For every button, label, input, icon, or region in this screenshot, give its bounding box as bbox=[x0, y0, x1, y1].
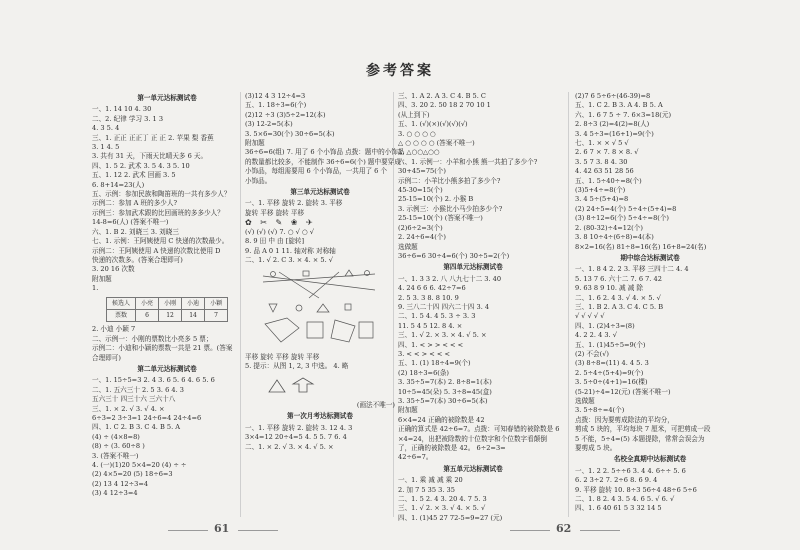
answer-line: 五、1. (1) 18÷4=9(个) bbox=[398, 359, 471, 368]
answer-line: 2. 8÷3 (2)=4(2)=8(人) bbox=[575, 120, 650, 129]
answer-line: 三、1. √ 2. × 3. × 4. √ 5. × bbox=[398, 331, 487, 340]
answer-line: (3) 12-2=5(本) bbox=[245, 120, 293, 129]
page-decoration bbox=[168, 530, 208, 531]
answer-line: 示例二：参加 A 班的多少人? bbox=[92, 199, 178, 208]
answer-line: 3×4=12 20÷4=5 4. 5 5. 7 6. 4 bbox=[245, 433, 347, 442]
answer-line: 一、1. 8 4 2. 2 3. 平移 三四十二 4. 4 bbox=[575, 265, 689, 274]
answer-line: 三、1. × 2. √ 3. √ 4. × bbox=[92, 404, 165, 413]
answer-line: (2) 13 4 12÷3=4 bbox=[92, 479, 149, 488]
answer-line: 快递的次数多。(答案合理即可) bbox=[92, 255, 183, 264]
answer-line: (3)5+4÷=8(个) bbox=[575, 186, 626, 195]
answer-line: (2) 4×5=20 (5) 18÷6=3 bbox=[92, 470, 173, 479]
answer-line: 选做题 bbox=[575, 397, 595, 405]
answer-column-3 bbox=[398, 92, 560, 522]
table-cell: 小颖 bbox=[205, 297, 228, 309]
answer-line: 剪成 5 块的，平均每块 7 厘米，可把剪成一段 bbox=[575, 425, 711, 434]
answer-line: 2. 小迪 小颖 7 bbox=[92, 325, 136, 334]
answer-line: 3. 5 7 3. 8 4. 30 bbox=[575, 157, 628, 166]
answer-line: (3) 8÷12=6(个) 5÷4÷=8(个) bbox=[575, 214, 669, 223]
answer-line: 一、1. 乘 减 减 乘 20 bbox=[398, 476, 463, 485]
answer-line: 3. 共有 31 天，下雨天比晴天多 6 天。 bbox=[92, 152, 208, 161]
answer-line: 正确的算式是 42÷6=7。点拨：可知春错的被除数是 6 bbox=[398, 425, 560, 434]
answer-line: 3. < < > < < < bbox=[398, 349, 451, 358]
answer-line: 七、1. 示例：王阿姨使用 C 快递的次数最少。 bbox=[92, 237, 229, 246]
answer-line: 3. 5÷0÷(4+1)=16(棵) bbox=[575, 378, 648, 387]
answer-lines bbox=[575, 265, 725, 397]
answer-line: (3)12 4 3 12÷4=3 bbox=[245, 92, 306, 100]
answer-line: 2. 加 7 5 35 3. 35 bbox=[398, 485, 455, 494]
shapes-figure bbox=[265, 376, 365, 394]
answer-line: 3. 20 16 次数 bbox=[92, 265, 135, 274]
answer-lines bbox=[245, 92, 405, 186]
page-decoration bbox=[238, 530, 278, 531]
answer-line: 2. (80-32)÷4=12(个) bbox=[575, 223, 643, 232]
answer-line: 6. 2 3÷2 7. 2÷6 8. 6 9. 4 bbox=[575, 476, 658, 485]
answer-line: 四、1. 6 40 61 5 3 32 14 5 bbox=[575, 504, 662, 513]
answer-line: 二、1. 5 4. 4 5. 3 ÷ 3. 3 bbox=[398, 312, 476, 321]
answer-line: 要剪成 5 块。 bbox=[575, 444, 617, 453]
answer-line: 45-30=15(个) bbox=[398, 186, 443, 195]
answer-line: 三、1. 正正 正正丁 正 正 2. 苹果 梨 香蕉 bbox=[92, 133, 214, 142]
answer-lines bbox=[398, 476, 548, 523]
answer-column-2 bbox=[245, 92, 405, 517]
answer-line: 三、1. B 2. A 3. C 4. C 5. B bbox=[575, 302, 664, 311]
answer-line: 3. 5×6=30(个) 30÷6=5(本) bbox=[245, 129, 335, 138]
answer-lines bbox=[398, 233, 548, 261]
answer-line: 4. 2 2. 4 3. √ bbox=[575, 331, 617, 340]
answer-lines bbox=[92, 325, 242, 363]
answer-line: 附加题 bbox=[398, 406, 418, 415]
answer-line: 四、1. C 2. B 3. C 4. B 5. A bbox=[92, 423, 181, 432]
answer-line: (2) 18÷3=6(条) bbox=[398, 368, 450, 377]
answer-line: 示例二：小羊比小熊多拍了多少个? bbox=[398, 176, 501, 185]
answer-line: (8) ÷ (3. 60÷8 ) bbox=[92, 442, 145, 451]
answer-line: 四、1. (2)4÷3=(8) bbox=[575, 321, 635, 330]
table-cell: 候选人 bbox=[107, 297, 136, 309]
answer-line: (2)6÷2=3(个) bbox=[398, 223, 443, 232]
table-cell: 小亮 bbox=[136, 297, 159, 309]
answer-line: 旋转 平移 旋转 平移 bbox=[245, 208, 305, 217]
answer-line: 一、1. 15÷5=3 2. 4 3. 6 5. 6 4. 6 5. 6 bbox=[92, 376, 215, 385]
table-cell: 12 bbox=[159, 309, 182, 321]
answer-lines bbox=[575, 397, 725, 453]
answer-line: 一、1. 平移 旋转 2. 旋转 3. 平移 bbox=[245, 199, 343, 208]
answer-line: 示例二：王阿姨使用 A 快递的次数比使用 D bbox=[92, 246, 221, 255]
answer-line: 三、1. √ 2. × 3. √ 4. × 5. √ bbox=[398, 504, 486, 513]
answer-line: ×4=24，出把被除数的十位数字和个位数字看颠倒 bbox=[398, 434, 547, 443]
answer-lines bbox=[245, 228, 395, 266]
symbol-row: ✿ ✂ ✎ ❀ ✈ bbox=[245, 218, 316, 228]
answer-column-4 bbox=[575, 92, 725, 517]
answer-line: 了，正确的被除数是 42。 6÷2=3= bbox=[398, 444, 506, 453]
answer-line: 11. 5 4 5 12. 8 4. × bbox=[398, 321, 463, 330]
answer-line: 3. 示例三：小猴比小马少拍多少个? bbox=[398, 204, 503, 213]
answer-line: 4. 42 63 51 28 56 bbox=[575, 167, 634, 176]
answer-line: 5. 提示：从图 1, 2, 3 中选。 4. 略 bbox=[245, 362, 349, 371]
answer-line: 六、1. B 2. 刘晓三 3. 刘晓三 bbox=[92, 227, 179, 236]
answer-line: 点拨：因为要剪成除法的平均分， bbox=[575, 415, 674, 424]
answer-line: √ √ √ √ √ bbox=[575, 312, 605, 321]
answer-line: (5-21)÷4=12(元) (答案不唯一) bbox=[575, 387, 671, 396]
answer-line: 9. 平移 旋转 10. 8÷3 56÷4 48÷6 5÷6 bbox=[575, 485, 697, 494]
answer-line: 二、1. 五六三十 2. 5 3. 6 4. 3 bbox=[92, 385, 184, 394]
table-cell: 票数 bbox=[107, 309, 136, 321]
answer-line: 示例二：小迪和小颖的票数一共是 21 票。(答案 bbox=[92, 344, 233, 353]
answer-line: 四、1. 5 2. 武术 3. 5 4. 3 5. 10 bbox=[92, 161, 190, 170]
answer-line: 小饰品。 bbox=[245, 176, 272, 185]
answer-line: 四、1. (1)45 27 72-5=9=27 (元) bbox=[398, 513, 503, 522]
answer-column-1 bbox=[92, 92, 242, 517]
answer-line: 合理即可) bbox=[92, 353, 121, 362]
page-number-right: 62 bbox=[556, 522, 572, 535]
answer-line: 8×2=16(名) 81÷8=16(名) 16+8=24(名) bbox=[575, 242, 707, 251]
answer-lines bbox=[398, 275, 548, 407]
answer-line: (2) 24÷5=4(个) 5÷4÷(5+4)=8 bbox=[575, 204, 677, 213]
answer-line: 6÷3=2 3÷3=1 24÷6=4 24÷4=6 bbox=[92, 414, 202, 422]
answer-line: 二、1. 8 2. 4 3. 5 4. 6 5. √ 6. √ bbox=[575, 495, 675, 504]
answer-line: 平移 旋转 平移 旋转 平移 bbox=[245, 352, 320, 361]
addon-heading: 附加题 bbox=[92, 274, 112, 283]
section-heading: 第三单元达标测试卷 bbox=[290, 188, 350, 197]
answer-line: 二、1. 5 2. 4 3. 20 4. 7 5. 3 bbox=[398, 495, 487, 504]
answer-line: 6×4=24 正确的被除数是 42 bbox=[398, 415, 485, 424]
answer-line: 3. 8 10÷4÷(6÷8)=4(本) bbox=[575, 233, 654, 242]
answer-line: 9. 63 8 9 10. 减 减 除 bbox=[575, 284, 644, 293]
answer-line: 一、1. 3 3 2. 八 八九七十二 3. 40 bbox=[398, 274, 502, 283]
answer-line: 五、1. (1)45÷5=9(个) bbox=[575, 340, 646, 349]
answer-line: 六、1. 6 7 5 ÷ 7. 6×3=18(元) bbox=[575, 110, 672, 119]
answer-line: 4. (一)(1)20 5×4=20 (4) ÷ ÷ bbox=[92, 461, 187, 470]
answer-line: 2. △○○△○○ bbox=[398, 148, 440, 157]
answer-line: 30+45=75(个) bbox=[398, 167, 446, 176]
answer-line: 小饰品，每组需要用 6 个小饰品，一共用了 6 个 bbox=[245, 167, 388, 176]
answer-line: 一、1. 14 10 4. 30 bbox=[92, 105, 152, 114]
section-heading: 名校全真期中达标测试卷 bbox=[613, 455, 687, 464]
section-heading: 第五单元达标测试卷 bbox=[443, 464, 503, 473]
answer-line: 5 不能，5÷4=(5) 本题提除，常常会误会为 bbox=[575, 434, 705, 443]
answer-line: 2. 6 7 × 7. 8 × 8. √ bbox=[575, 148, 639, 157]
page-decoration bbox=[580, 530, 620, 531]
answer-lines bbox=[245, 353, 395, 372]
answer-line: 3. 35÷5=7(本) 30÷6=5(本) bbox=[398, 397, 488, 405]
answer-line: 3. ○ ○ ○ ○ bbox=[398, 129, 436, 138]
table-row bbox=[107, 297, 228, 309]
answer-line: △ ○ ○ ○ ○ (答案不唯一) bbox=[398, 139, 475, 148]
answer-lines bbox=[575, 467, 725, 514]
table-cell: 小迪 bbox=[182, 297, 205, 309]
page-title: 参考答案 bbox=[366, 63, 434, 79]
answer-line: 示例三：参加武术跟的比回画班的多多少人？ bbox=[92, 208, 224, 217]
answer-line: (3) 4 12÷3=4 bbox=[92, 489, 138, 498]
table-cell: 7 bbox=[205, 309, 228, 321]
answer-line: (从上到下) bbox=[398, 110, 430, 119]
answer-line: 42÷6=7。 bbox=[398, 453, 433, 462]
answer-line: 9. 品 A 0 1 11. 轴对称 对称轴 bbox=[245, 246, 336, 255]
answer-line: 10÷5=45(朵) 5. 3÷8=45(盒) bbox=[398, 387, 492, 396]
table-row bbox=[107, 309, 228, 321]
table-cell: 小刚 bbox=[159, 297, 182, 309]
answer-line: 2. 5÷4÷(5+4)=9(个) bbox=[575, 368, 644, 377]
answer-line: 七、1. × × √ 5 √ bbox=[575, 139, 629, 148]
answer-line: 五六三十 四三十六 三六十八 bbox=[92, 395, 176, 404]
answer-line: 3. 4 5÷3=(16+1)=9(个) bbox=[575, 129, 654, 138]
answer-lines bbox=[92, 376, 242, 498]
answer-line: 二、1. 6 2. 4 3. √ 4. × 5. √ bbox=[575, 293, 661, 302]
answer-line: 2. 5 3. 3 8. 8 10. 9 bbox=[398, 293, 459, 302]
answer-line: 4. 24 6 6 6. 42÷7=6 bbox=[398, 284, 466, 293]
answer-line: 五、示例：参加民族和陶笛班的一共有多少人？ bbox=[92, 190, 231, 199]
answer-lines bbox=[245, 199, 395, 218]
answer-line: 9. 三八二十四 四六二十四 3. 4 bbox=[398, 302, 490, 311]
answer-line: 选做题 bbox=[398, 242, 418, 251]
section-heading: 期中综合达标测试卷 bbox=[620, 253, 680, 262]
answer-line: 25-15=10(个) (答案不唯一) bbox=[398, 214, 483, 223]
grid-figure bbox=[259, 268, 379, 346]
answer-line: 二、示例一：小刚的票数比小亮多 5 票； bbox=[92, 334, 213, 343]
answer-line: (2)12 ÷3 (3)5÷2=12(本) bbox=[245, 110, 326, 119]
answer-line: 五、1. 5÷40÷=8(个) bbox=[575, 176, 642, 185]
answer-lines bbox=[245, 424, 395, 452]
answer-line: 3. 1 4. 5 bbox=[92, 143, 120, 152]
answer-line: 五、1. (√)(×)(√)(√)(√) bbox=[398, 120, 468, 129]
answer-line: 3. 5÷8÷=4(个) bbox=[575, 406, 625, 415]
answer-line: 4. 3 5. 4 bbox=[92, 124, 120, 133]
answer-line: 四、3. 20 2. 50 18 2 70 10 1 bbox=[398, 101, 491, 110]
answer-line: 二、1. √ 2. C 3. × 4. × 5. √ bbox=[245, 255, 334, 264]
answer-line: 25-15=10(个) 2. 小猴 B bbox=[398, 195, 474, 204]
answer-line: 2. 24÷6=4(个) bbox=[398, 233, 446, 242]
answer-line: 一、1. 平移 旋转 2. 旋转 3. 12 4. 3 bbox=[245, 423, 353, 432]
answer-line: 14-8=6(人) (答案不唯一) bbox=[92, 218, 169, 227]
answer-line: 五、1. 12 2. 武术 回画 3. 5 bbox=[92, 171, 176, 180]
answer-line: (4) ÷ (4×8=8) bbox=[92, 432, 140, 441]
answer-line: 六、1. 示例一：小羊和小熊 熊一共拍了多少个? bbox=[398, 157, 538, 166]
section-heading: 第一单元达标测试卷 bbox=[137, 94, 197, 102]
answer-line: 8. 9 田 中 由 [旋转] bbox=[245, 237, 305, 246]
answer-line: 二、2. 纪律 学习 3. 1 3 bbox=[92, 114, 164, 123]
vote-table bbox=[106, 297, 228, 323]
answer-line: 五、1. C 2. B 3. A 4. B 5. A bbox=[575, 101, 663, 110]
answer-line: 五、1. 18÷3=6(个) bbox=[245, 101, 307, 110]
answer-line: 一、1. 2 2. 5÷÷6 3. 4 4. 6÷÷ 5. 6 bbox=[575, 466, 686, 475]
answer-line: 6. 8+14=23(人) bbox=[92, 180, 145, 189]
answer-line: 5. 13 7 6. 六十二 7. 6 7. 42 bbox=[575, 274, 662, 283]
answer-line: 3. (答案不唯一) bbox=[92, 451, 139, 460]
addon-number: 1. bbox=[92, 284, 99, 293]
answer-line: 二、1. × 2. √ 3. × 4. √ 5. × bbox=[245, 442, 334, 451]
answer-line: 36÷6=6(组) 7. 用了 6 个小饰品 点拨：题中的小饰品 bbox=[245, 148, 405, 157]
table-cell: 6 bbox=[136, 309, 159, 321]
draw-note: (画法不唯一) bbox=[356, 400, 395, 409]
answer-line: 3. 4 5÷(5+4)=8 bbox=[575, 195, 629, 204]
answer-line: 三、1. A 2. A 3. C 4. B 5. C bbox=[398, 92, 486, 100]
answer-lines bbox=[398, 406, 560, 462]
column-divider bbox=[568, 92, 569, 517]
answer-line: 四、1. < > > < < < bbox=[398, 340, 464, 349]
answer-lines bbox=[92, 105, 242, 274]
section-heading: 第二单元达标测试卷 bbox=[137, 364, 197, 373]
answer-lines bbox=[575, 92, 725, 252]
page-number-left: 61 bbox=[214, 522, 230, 535]
answer-line: (√) (√) (√) 7. ○ √ ○ √ bbox=[245, 227, 314, 236]
answer-line: 36÷6=6 30÷4=6(个) 30÷5=2(个) bbox=[398, 251, 510, 260]
table-cell: 14 bbox=[182, 309, 205, 321]
answer-line: 附加题 bbox=[245, 139, 265, 148]
answer-line: (2) 不会(√) bbox=[575, 349, 609, 358]
answer-line: 3. 35÷5=7(本) 2. 8÷8=1(本) bbox=[398, 378, 492, 387]
answer-line: (2)7 6 5÷6÷(46-39)=8 bbox=[575, 92, 651, 100]
answer-lines bbox=[398, 92, 548, 233]
answer-line: 的数量都比较多，不能制作 36÷6=6(个) 题中要穿成 bbox=[245, 157, 401, 166]
section-heading: 第四单元达标测试卷 bbox=[443, 263, 503, 272]
page-decoration bbox=[510, 530, 550, 531]
section-heading: 第一次月考达标测试卷 bbox=[287, 412, 353, 421]
answer-line: (3) 8÷8=(11) 4. 4 5. 3 bbox=[575, 359, 649, 368]
